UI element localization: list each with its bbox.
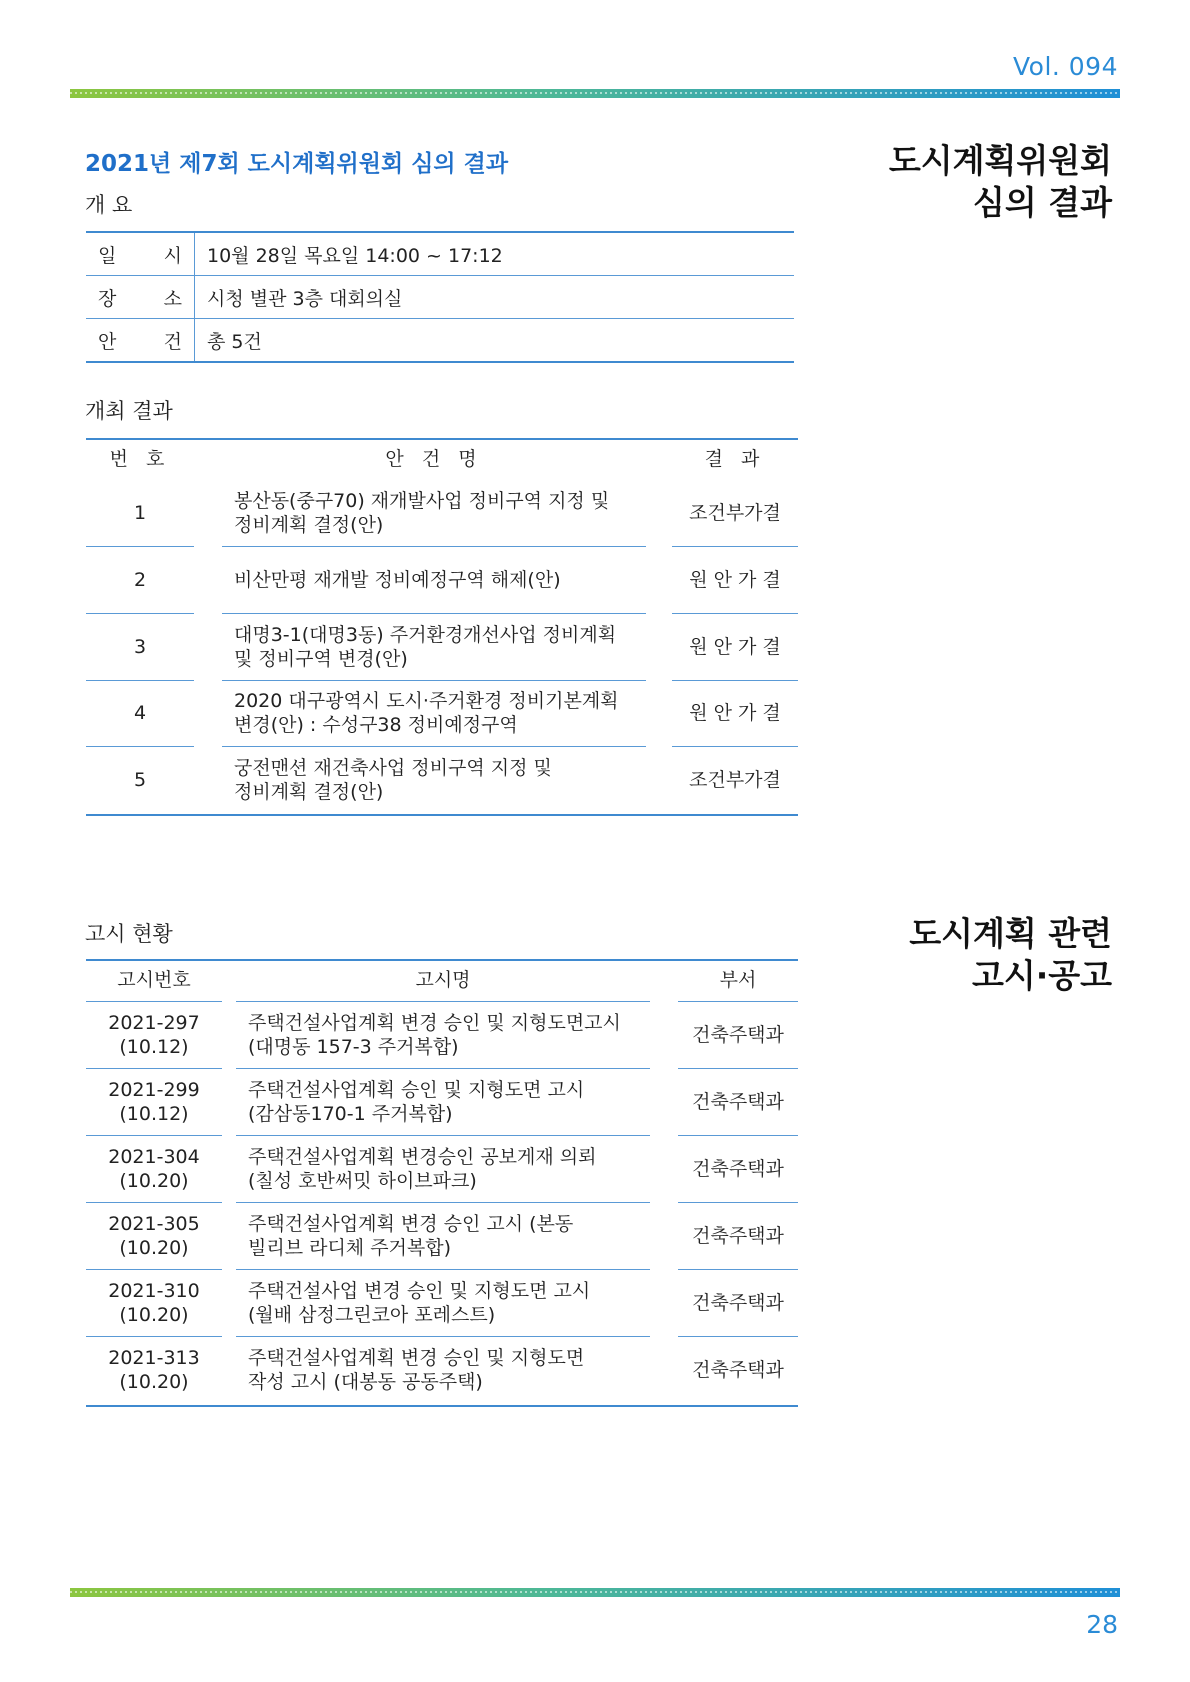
side-title-line: 도시계획 관련	[909, 914, 1112, 953]
row-no: 4	[86, 680, 194, 746]
row-name: 2020 대구광역시 도시·주거환경 정비기본계획 변경(안) : 수성구38 정비예정구역	[222, 680, 646, 746]
notice-no: 2021-310 (10.20)	[86, 1269, 222, 1336]
results-table	[86, 438, 798, 818]
notice-no: 2021-299 (10.12)	[86, 1068, 222, 1135]
header-result: 결 과	[704, 448, 766, 470]
header-no: 번 호	[109, 448, 171, 470]
row-name: 봉산동(중구70) 재개발사업 정비구역 지정 및 정비계획 결정(안)	[222, 480, 646, 546]
notice-no: 2021-313 (10.20)	[108, 1346, 200, 1393]
notices-title: 고시 현황	[85, 922, 173, 946]
header-rule	[70, 89, 1120, 98]
row-name: 비산만평 재개발 정비예정구역 해제(안)	[222, 546, 646, 613]
table-row	[86, 546, 798, 613]
side-title-line: 도시계획위원회	[888, 141, 1112, 180]
notices-table	[86, 959, 798, 1409]
row-name: 궁전맨션 재건축사업 정비구역 지정 및 정비계획 결정(안)	[234, 756, 552, 803]
notice-no: 2021-304 (10.20)	[86, 1135, 222, 1202]
notice-dept: 건축주택과	[678, 1135, 798, 1202]
table-bottom-rule	[86, 1405, 798, 1407]
side-title-line: 고시·공고	[971, 956, 1112, 995]
overview-table	[86, 231, 794, 363]
table-header-row	[86, 959, 798, 1001]
overview-key	[86, 276, 195, 319]
notice-name: 주택건설사업계획 승인 및 지형도면 고시 (감삼동170-1 주거복합)	[236, 1068, 650, 1135]
notice-name: 주택건설사업계획 변경 승인 및 지형도면 작성 고시 (대봉동 공동주택)	[248, 1346, 585, 1393]
overview-key-char: 시	[163, 244, 182, 267]
table-row	[86, 1202, 798, 1269]
row-result: 조건부가결	[689, 768, 781, 791]
overview-key-char: 소	[163, 287, 182, 310]
overview-title: 개 요	[85, 193, 133, 217]
table-row	[86, 680, 798, 746]
notice-dept: 건축주택과	[692, 1358, 784, 1381]
page-number: 28	[1086, 1610, 1118, 1639]
notice-dept: 건축주택과	[678, 1068, 798, 1135]
overview-value: 10월 28일 목요일 14:00 ~ 17:12	[195, 232, 795, 276]
overview-key-char: 장	[98, 287, 117, 310]
side-title-committee	[889, 140, 1112, 224]
overview-row	[86, 232, 794, 276]
notice-name: 주택건설사업계획 변경 승인 및 지형도면고시 (대명동 157-3 주거복합)	[236, 1001, 650, 1068]
table-row	[86, 480, 798, 546]
table-row	[86, 1269, 798, 1336]
table-header-row	[86, 438, 798, 480]
overview-key-char: 일	[98, 244, 117, 267]
row-result: 원 안 가 결	[672, 546, 798, 613]
table-row	[86, 613, 798, 680]
notice-name: 주택건설사업 변경 승인 및 지형도면 고시 (월배 삼정그린코아 포레스트)	[236, 1269, 650, 1336]
table-row	[86, 1135, 798, 1202]
table-row	[86, 1336, 798, 1403]
overview-value: 시청 별관 3층 대회의실	[195, 276, 795, 319]
overview-value: 총 5건	[195, 319, 795, 363]
side-title-notice	[909, 913, 1112, 997]
notice-name: 주택건설사업계획 변경 승인 고시 (본동 빌리브 라디체 주거복합)	[236, 1202, 650, 1269]
row-result: 원 안 가 결	[672, 680, 798, 746]
row-no: 5	[133, 768, 147, 791]
table-row	[86, 1001, 798, 1068]
row-no: 2	[86, 546, 194, 613]
header-name: 안 건 명	[385, 448, 483, 470]
row-no: 1	[86, 480, 194, 546]
notice-dept: 건축주택과	[678, 1269, 798, 1336]
overview-key-char: 건	[163, 330, 182, 353]
row-result: 원 안 가 결	[672, 613, 798, 680]
page-title: 2021년 제7회 도시계획위원회 심의 결과	[85, 151, 509, 177]
header-notice-name: 고시명	[236, 959, 650, 1001]
footer-rule	[70, 1588, 1120, 1597]
side-title-line: 심의 결과	[972, 183, 1112, 222]
row-no: 3	[86, 613, 194, 680]
results-title: 개최 결과	[85, 399, 173, 423]
header-dept: 부서	[678, 959, 798, 1001]
overview-key	[86, 319, 195, 363]
row-name: 대명3-1(대명3동) 주거환경개선사업 정비계획 및 정비구역 변경(안)	[222, 613, 646, 680]
volume-label: Vol. 094	[1012, 52, 1118, 81]
notice-dept: 건축주택과	[678, 1202, 798, 1269]
overview-key-char: 안	[98, 330, 117, 353]
overview-key	[86, 232, 195, 276]
table-row	[86, 746, 798, 813]
notice-no: 2021-297 (10.12)	[86, 1001, 222, 1068]
table-bottom-rule	[86, 814, 798, 816]
notice-name: 주택건설사업계획 변경승인 공보게재 의뢰 (칠성 호반써밋 하이브파크)	[236, 1135, 650, 1202]
notice-no: 2021-305 (10.20)	[86, 1202, 222, 1269]
header-notice-no: 고시번호	[86, 959, 222, 1001]
overview-row	[86, 276, 794, 319]
row-result: 조건부가결	[672, 480, 798, 546]
notice-dept: 건축주택과	[678, 1001, 798, 1068]
overview-row	[86, 319, 794, 363]
table-row	[86, 1068, 798, 1135]
